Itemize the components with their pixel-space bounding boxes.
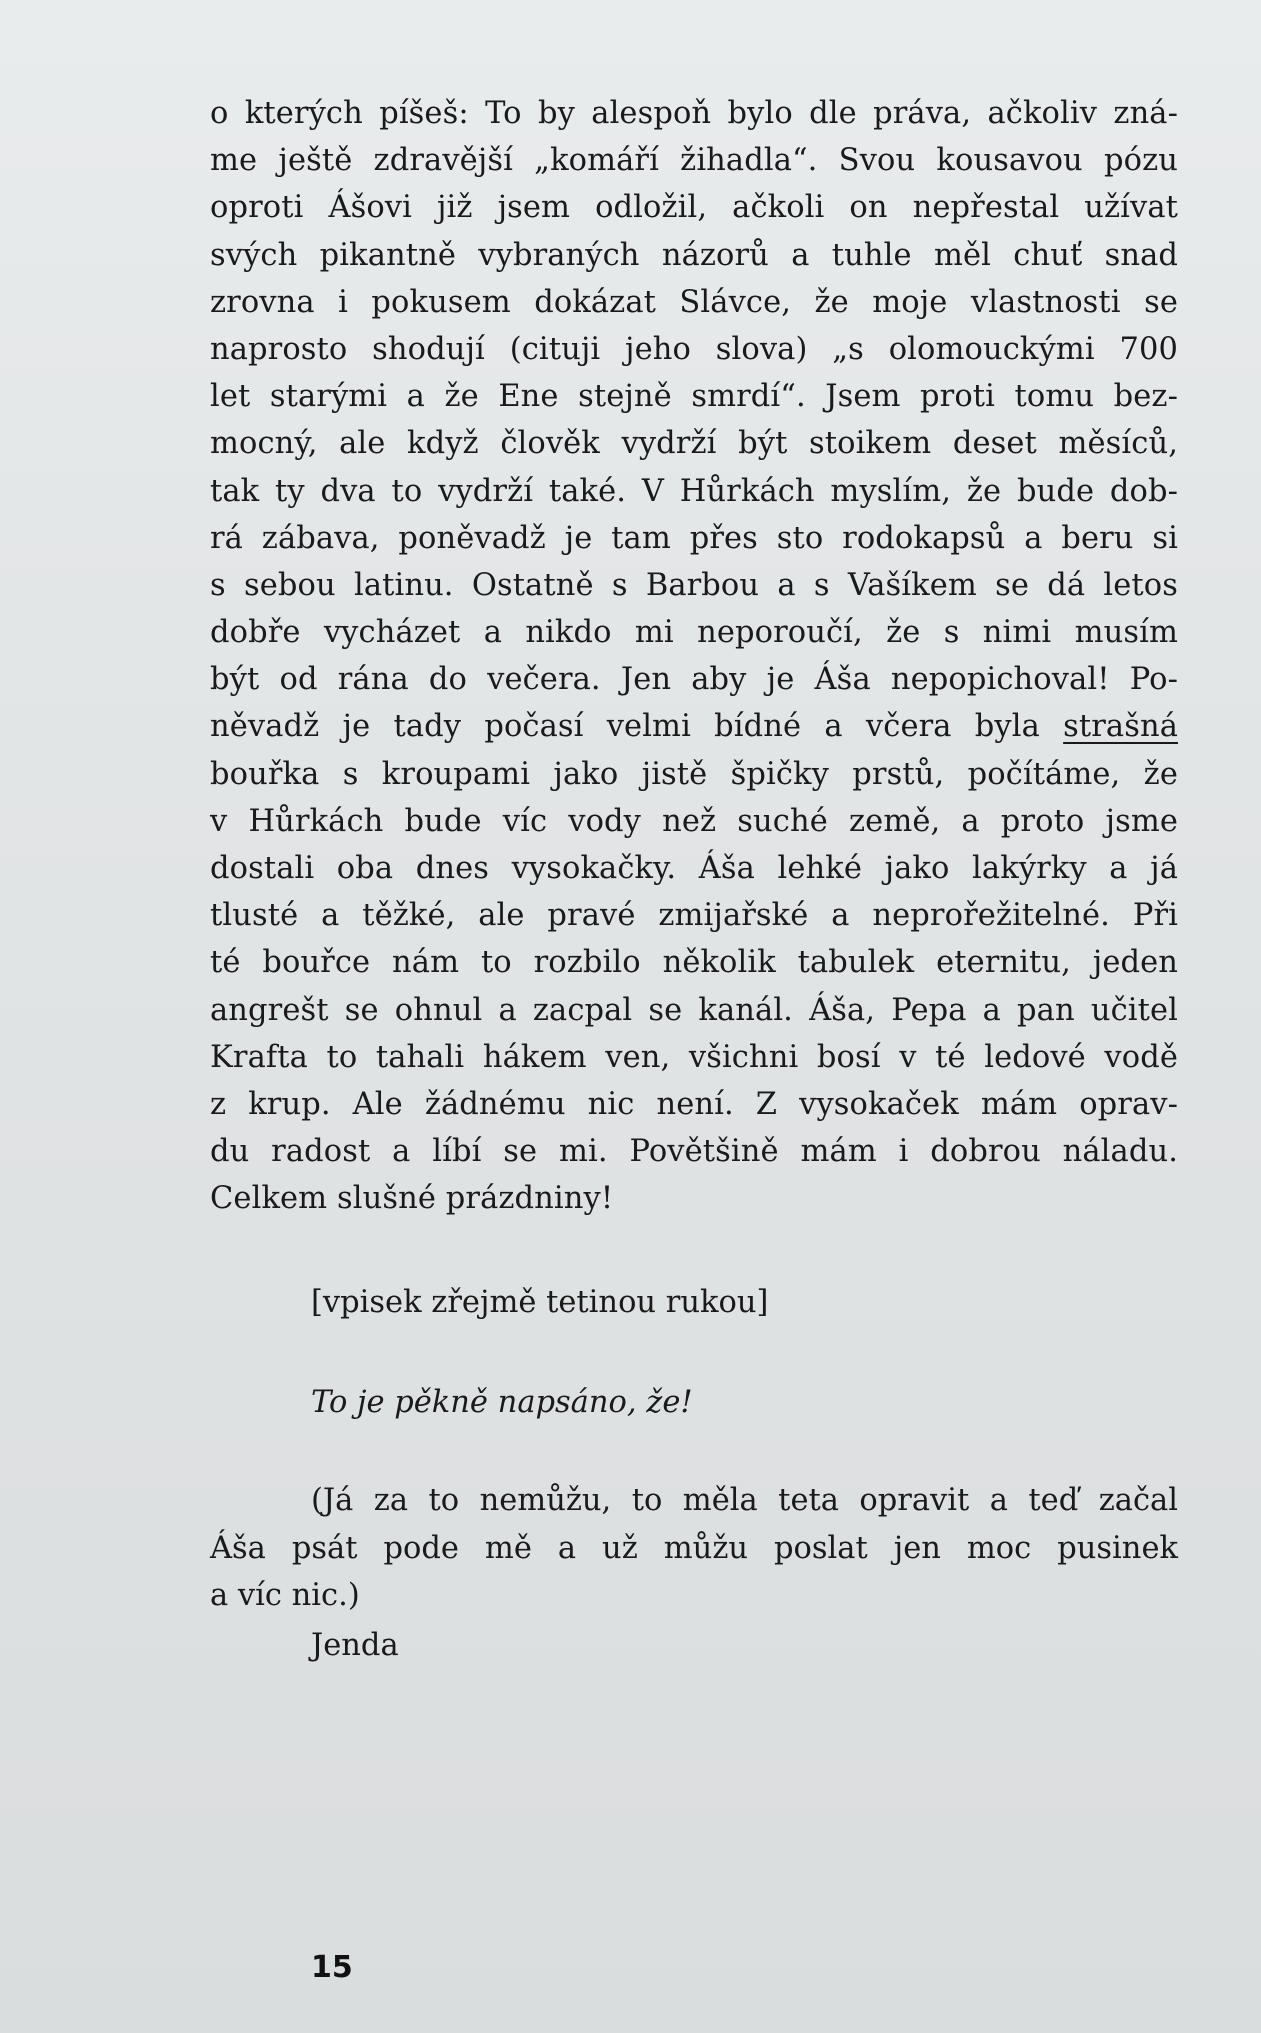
- text-line: v Hůrkách bude víc vody než suché země, a proto jsme: [210, 803, 1178, 839]
- text-line: o kterých píšeš: To by alespoň bylo dle práva, ačkoliv zná-: [210, 96, 1178, 131]
- text-line: té bouřce nám to rozbilo několik tabulek eternitu, jeden: [210, 945, 1178, 981]
- text-line: Krafta to tahali hákem ven, všichni bosí v té ledové vodě: [210, 1039, 1178, 1075]
- text-line: tlusté a těžké, ale pravé zmijařské a neprořežitelné. Při: [210, 898, 1178, 934]
- text-line: Áša psát pode mě a už můžu poslat jen moc pusinek: [210, 1530, 1178, 1566]
- text-line: Celkem slušné prázdniny!: [210, 1181, 614, 1217]
- signature: Jenda: [311, 1628, 399, 1663]
- text-line: naprosto shodují (cituji jeho slova) „s olomouckými 700: [210, 331, 1178, 367]
- italic-remark: To je pěkně napsáno, že!: [311, 1385, 693, 1420]
- text-line: me ještě zdravější „komáří žihadla“. Svou kousavou pózu: [210, 143, 1178, 179]
- text-line: tak ty dva to vydrží také. V Hůrkách myslím, že bude dob-: [210, 473, 1178, 509]
- text-line: oproti Ášovi již jsem odložil, ačkoli on nepřestal užívat: [210, 190, 1178, 226]
- text-line: být od rána do večera. Jen aby je Áša nepopichoval! Po-: [210, 662, 1178, 698]
- text-line: let starými a že Ene stejně smrdí“. Jsem proti tomu bez-: [210, 379, 1178, 415]
- text-line: angrešt se ohnul a zacpal se kanál. Áša, Pepa a pan učitel: [210, 992, 1178, 1028]
- closing-paragraph: [210, 1477, 1178, 1620]
- text-line: z krup. Ale žádnému nic není. Z vysokaček mám oprav-: [210, 1086, 1178, 1122]
- text-line: svých pikantně vybraných názorů a tuhle měl chuť snad: [210, 237, 1178, 273]
- text-line: zrovna i pokusem dokázat Slávce, že moje vlastnosti se: [210, 284, 1178, 320]
- text-line: dostali oba dnes vysokačky. Áša lehké jako lakýrky a já: [210, 851, 1178, 886]
- text-line: dobře vycházet a nikdo mi neporoučí, že s nimi musím: [210, 615, 1178, 651]
- text-line: a víc nic.): [210, 1578, 360, 1613]
- text-line: du radost a líbí se mi. Povětšině mám i dobrou náladu.: [210, 1134, 1178, 1170]
- text-line: rá zábava, poněvadž je tam přes sto rodokapsů a beru si: [210, 520, 1178, 556]
- page-number: 15: [311, 1950, 353, 1985]
- letter-paragraph: [210, 90, 1178, 1223]
- text-line: (Já za to nemůžu, to měla teta opravit a teď začal: [311, 1483, 1178, 1518]
- text-line-with-underline: [210, 703, 1178, 750]
- editorial-note: [vpisek zřejmě tetinou rukou]: [311, 1285, 769, 1320]
- text-line: mocný, ale když člověk vydrží být stoikem deset měsíců,: [210, 426, 1178, 462]
- underlined-word: strašná: [1063, 709, 1178, 745]
- text-fragment: něvadž je tady počasí velmi bídné a včera byla: [210, 709, 1064, 745]
- text-line: s sebou latinu. Ostatně s Barbou a s Vašíkem se dá letos: [210, 567, 1178, 603]
- text-line: bouřka s kroupami jako jistě špičky prstů, počítáme, že: [210, 756, 1178, 792]
